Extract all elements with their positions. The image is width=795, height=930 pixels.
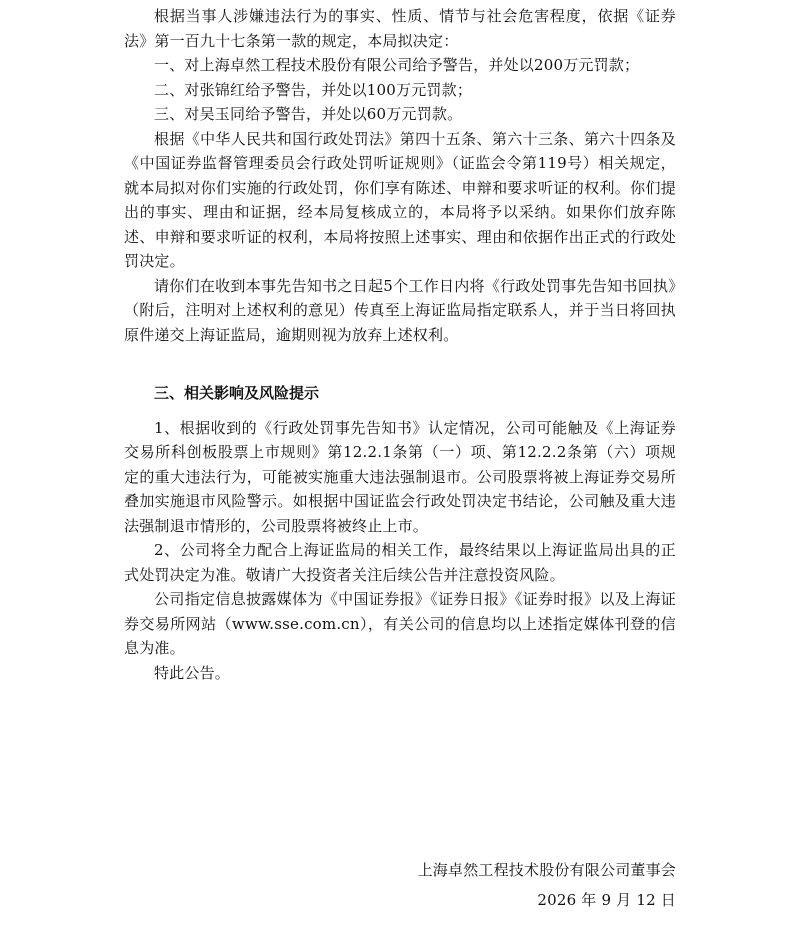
paragraph-penalty-basis: 根据当事人涉嫌违法行为的事实、性质、情节与社会危害程度，依据《证券法》第一百九十七条第一款的规定，本局拟决定： xyxy=(124,7,676,50)
document-body xyxy=(124,0,676,685)
paragraph-penalty-zhang: 二、对张锦红给予警告，并处以100万元罚款； xyxy=(154,80,473,99)
paragraph-risk-cooperation: 2、公司将全力配合上海证监局的相关工作，最终结果以上海证监局出具的正式处罚决定为准。敬请广大投资者关注后续公告并注意投资风险。 xyxy=(124,541,676,584)
signature-date: 2026 年 9 月 12 日 xyxy=(537,891,676,909)
paragraph-penalty-wu: 三、对吴玉同给予警告，并处以60万元罚款。 xyxy=(154,105,463,123)
paragraph-closing: 特此公告。 xyxy=(154,663,231,682)
signature-company: 上海卓然工程技术股份有限公司董事会 xyxy=(417,861,676,879)
paragraph-disclosure-media: 公司指定信息披露媒体为《中国证券报》《证券日报》《证券时报》以及上海证券交易所网站（www.sse.com.cn），有关公司的信息均以上述指定媒体刊登的信息为准。 xyxy=(124,590,676,657)
paragraph-risk-delisting: 1、根据收到的《行政处罚事先告知书》认定情况，公司可能触及《上海证券交易所科创板股票上市规则》第12.2.1条第（一）项、第12.2.2条第（六）项规定的重大违法行为，可能被实施重大违法强制退市。公司股票将被上海证券交易所叠加实施退市风险警示。如根据中国证监会行政处罚决定书结论，公司触及重大违法强制退市情形的，公司股票将被终止上市。 xyxy=(124,418,676,535)
paragraph-penalty-company: 一、对上海卓然工程技术股份有限公司给予警告，并处以200万元罚款； xyxy=(154,56,640,74)
section-heading: 三、相关影响及风险提示 xyxy=(154,384,320,402)
section-heading-wrapper xyxy=(124,381,676,406)
paragraph-hearing-rights: 根据《中华人民共和国行政处罚法》第四十五条、第六十三条、第六十四条及《中国证券监督管理委员会行政处罚听证规则》（证监会令第119号）相关规定，就本局拟对你们实施的行政处罚，你们享有陈述、申辩和要求听证的权利。你们提出的事实、理由和证据，经本局复核成立的，本局将予以采纳。如果你们放弃陈述、申辩和要求听证的权利，本局将按照上述事实、理由和依据作出正式的行政处罚决定。 xyxy=(124,129,676,270)
paragraph-receipt-instructions: 请你们在收到本事先告知书之日起5个工作日内将《行政处罚事先告知书回执》（附后，注明对上述权利的意见）传真至上海证监局指定联系人，并于当日将回执原件递交上海证监局，逾期则视为放弃上述权利。 xyxy=(124,276,676,344)
